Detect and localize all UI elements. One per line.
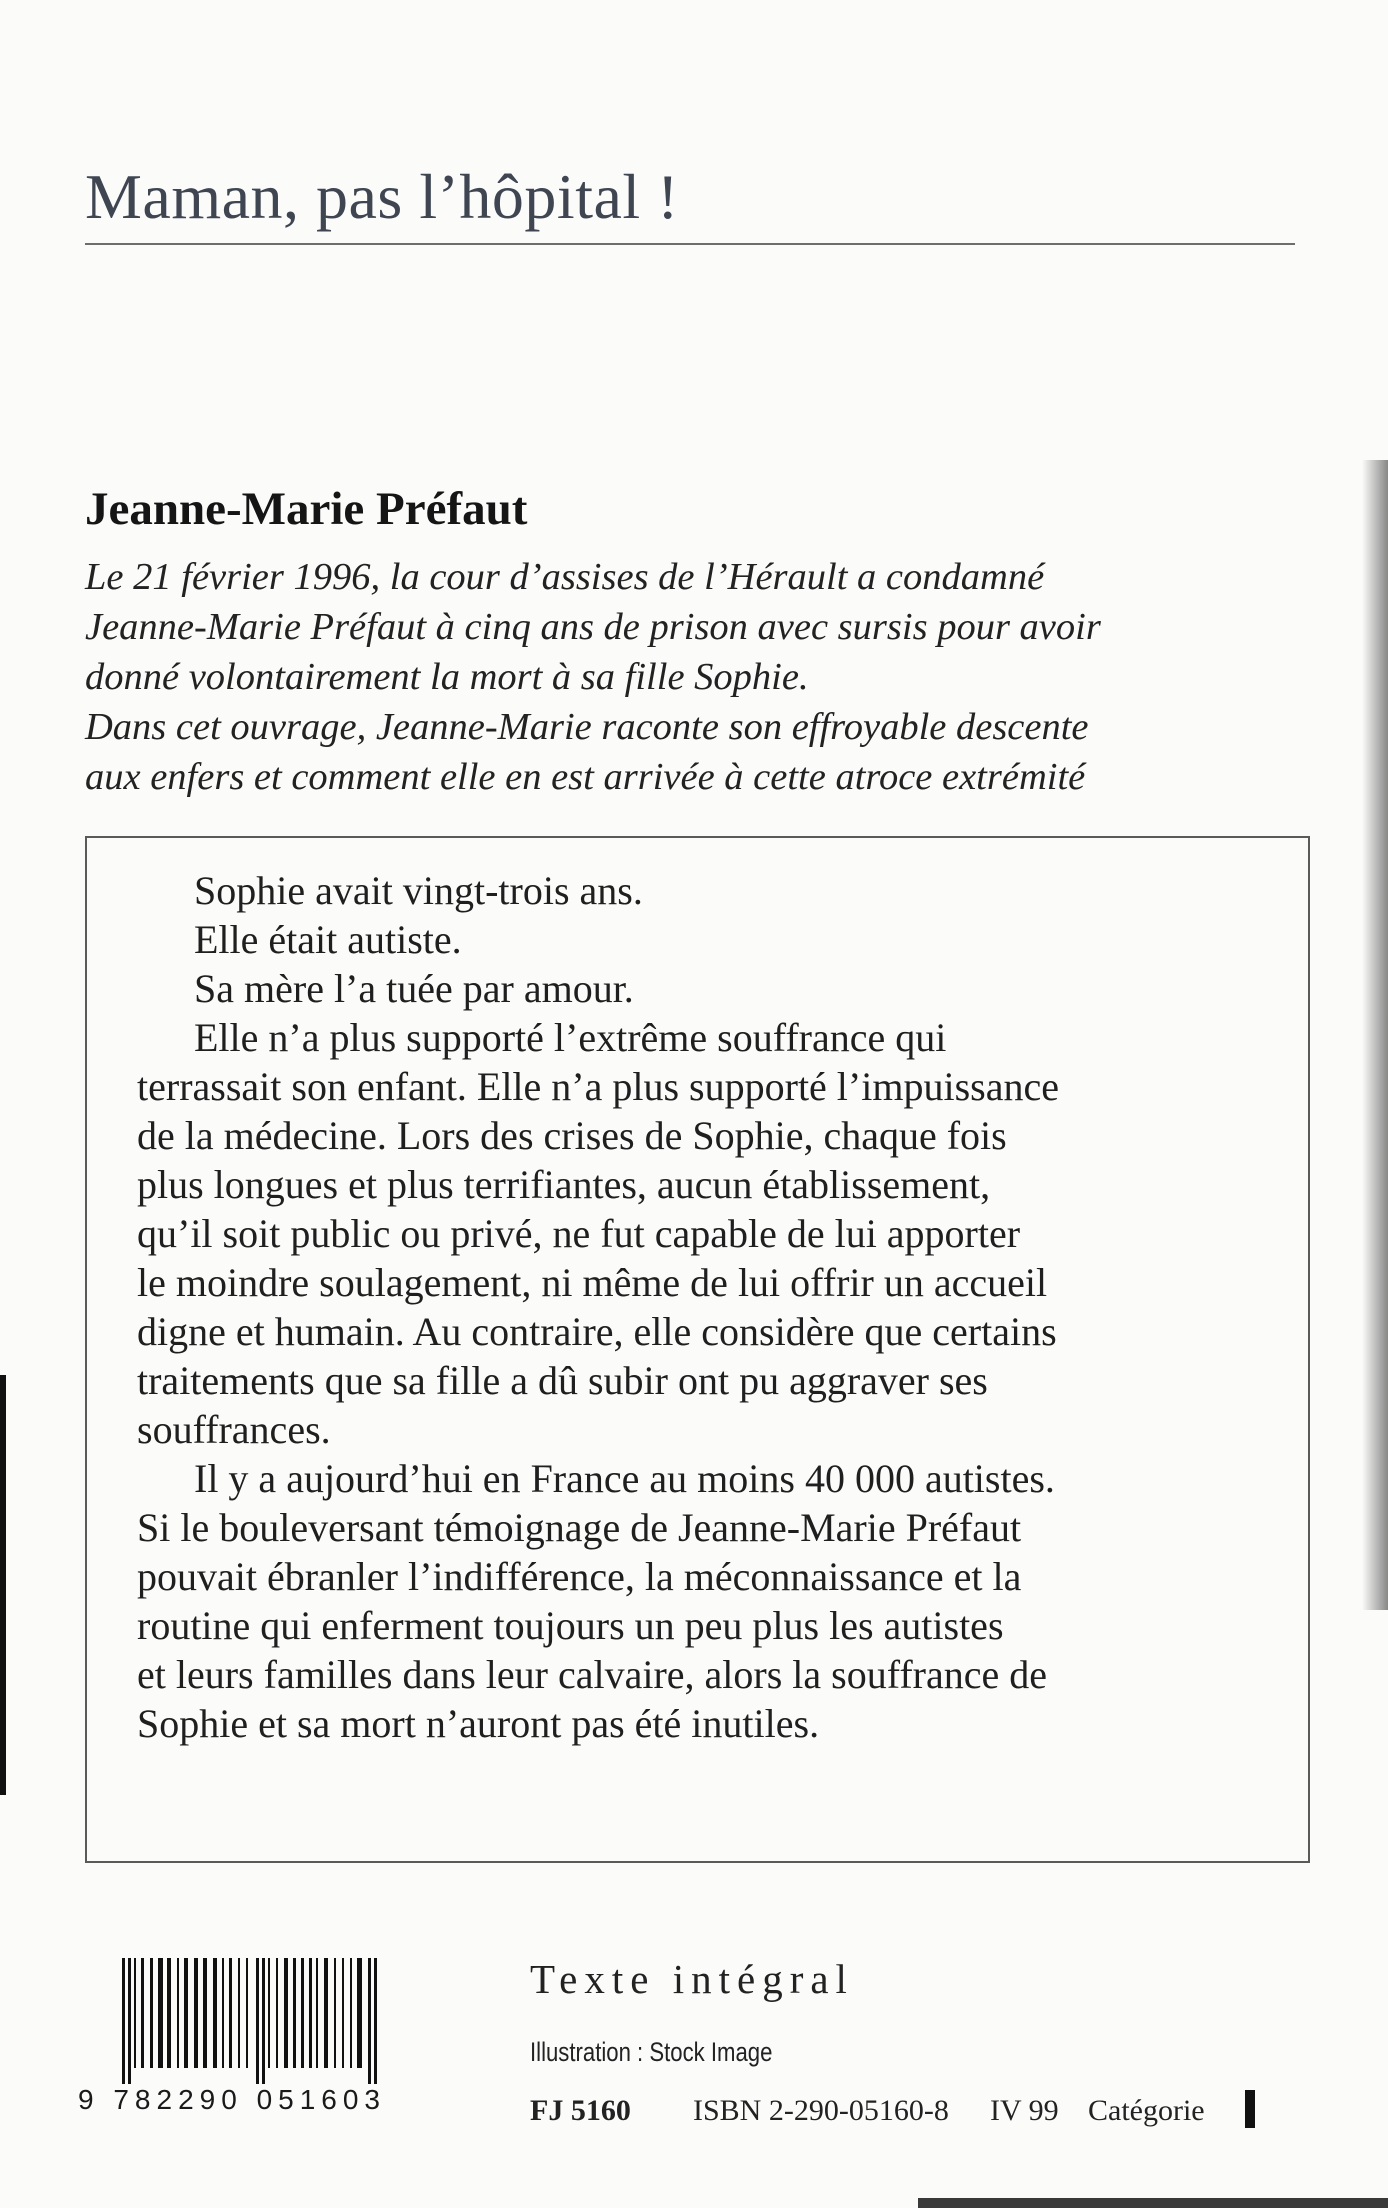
barcode-bar <box>309 1958 312 2068</box>
isbn: ISBN 2-290-05160-8 <box>693 2094 949 2127</box>
barcode-bar <box>368 1958 371 2084</box>
barcode-bar <box>150 1958 153 2068</box>
barcode-bar <box>256 1958 259 2084</box>
page-edge-bottom <box>918 2198 1388 2208</box>
intro-paragraph <box>85 552 1315 802</box>
barcode-bar <box>194 1958 198 2068</box>
title-rule <box>85 243 1295 245</box>
barcode-bar <box>246 1958 248 2068</box>
summary-line: Elle était autiste. <box>194 917 462 962</box>
barcode-bar <box>167 1958 171 2068</box>
summary-line: routine qui enferment toujours un peu plus les autistes <box>137 1603 1004 1648</box>
barcode-bar <box>357 1958 362 2068</box>
barcode-bar <box>238 1958 240 2068</box>
summary-line: Sophie avait vingt-trois ans. <box>194 868 643 913</box>
barcode-bar <box>284 1958 288 2068</box>
barcode-bar <box>276 1958 278 2068</box>
barcode-bar <box>203 1958 207 2068</box>
barcode-bar <box>293 1958 296 2068</box>
barcode-bar <box>222 1958 224 2068</box>
summary-text <box>137 866 1287 1748</box>
barcode-bar <box>128 1958 131 2084</box>
barcode-icon <box>120 1958 498 2084</box>
barcode-bar <box>350 1958 352 2068</box>
fj-code: FJ 5160 <box>530 2094 631 2127</box>
barcode-bar <box>177 1958 179 2068</box>
summary-box <box>85 836 1310 1863</box>
summary-line: digne et humain. Au contraire, elle considère que certains <box>137 1309 1057 1354</box>
barcode-bar <box>334 1958 336 2068</box>
summary-line: de la médecine. Lors des crises de Sophie, chaque fois <box>137 1113 1007 1158</box>
book-title: Maman, pas l’hôpital ! <box>85 161 679 232</box>
barcode-digits: 9 782290 051603 <box>78 2084 386 2115</box>
summary-line: Elle n’a plus supporté l’extrême souffrance qui <box>194 1015 947 1060</box>
summary-line: terrassait son enfant. Elle n’a plus supporté l’impuissance <box>137 1064 1059 1109</box>
barcode-bar <box>134 1958 136 2068</box>
summary-line: Sophie et sa mort n’auront pas été inutiles. <box>137 1701 820 1746</box>
barcode-bar <box>158 1958 163 2068</box>
summary-line: Il y a aujourd’hui en France au moins 40 000 autistes. <box>194 1456 1055 1501</box>
barcode-bar <box>342 1958 344 2068</box>
barcode-bar <box>141 1958 144 2068</box>
date-code: IV 99 <box>990 2094 1059 2127</box>
categorie-label: Catégorie <box>1088 2094 1205 2127</box>
summary-line: traitements que sa fille a dû subir ont pu aggraver ses <box>137 1358 988 1403</box>
barcode-bar <box>324 1958 328 2068</box>
summary-line: et leurs familles dans leur calvaire, alors la souffrance de <box>137 1652 1047 1697</box>
intro-line: Le 21 février 1996, la cour d’assises de l’Hérault a condamné <box>85 556 1045 598</box>
barcode-bar <box>262 1958 265 2084</box>
barcode-bar <box>122 1958 125 2084</box>
summary-line: le moindre soulagement, ni même de lui offrir un accueil <box>137 1260 1048 1305</box>
barcode-bar <box>268 1958 270 2068</box>
summary-line: Sa mère l’a tuée par amour. <box>194 966 634 1011</box>
barcode-bar <box>184 1958 188 2068</box>
intro-line: Jeanne-Marie Préfaut à cinq ans de prison avec sursis pour avoir <box>85 606 1101 648</box>
author-name: Jeanne-Marie Préfaut <box>85 483 528 535</box>
texte-integral-label: Texte intégral <box>530 1956 854 2002</box>
intro-line: donné volontairement la mort à sa fille Sophie. <box>85 656 809 698</box>
illustration-credit: Illustration : Stock Image <box>530 2037 773 2067</box>
category-mark <box>1245 2090 1255 2128</box>
summary-line: pouvait ébranler l’indifférence, la méconnaissance et la <box>137 1554 1022 1599</box>
page-edge-shadow <box>1362 460 1388 1610</box>
intro-line: aux enfers et comment elle en est arrivée à cette atroce extrémité <box>85 756 1086 798</box>
barcode-bar <box>316 1958 318 2068</box>
intro-line: Dans cet ouvrage, Jeanne-Marie raconte son effroyable descente <box>85 706 1089 748</box>
barcode-bar <box>213 1958 217 2068</box>
barcode-bar <box>229 1958 232 2068</box>
summary-line: qu’il soit public ou privé, ne fut capable de lui apporter <box>137 1211 1021 1256</box>
summary-line: plus longues et plus terrifiantes, aucun établissement, <box>137 1162 991 1207</box>
barcode-bar <box>374 1958 377 2084</box>
barcode-bar <box>301 1958 304 2068</box>
page-edge-left <box>0 1375 6 1795</box>
summary-line: souffrances. <box>137 1407 331 1452</box>
summary-line: Si le bouleversant témoignage de Jeanne-Marie Préfaut <box>137 1505 1022 1550</box>
